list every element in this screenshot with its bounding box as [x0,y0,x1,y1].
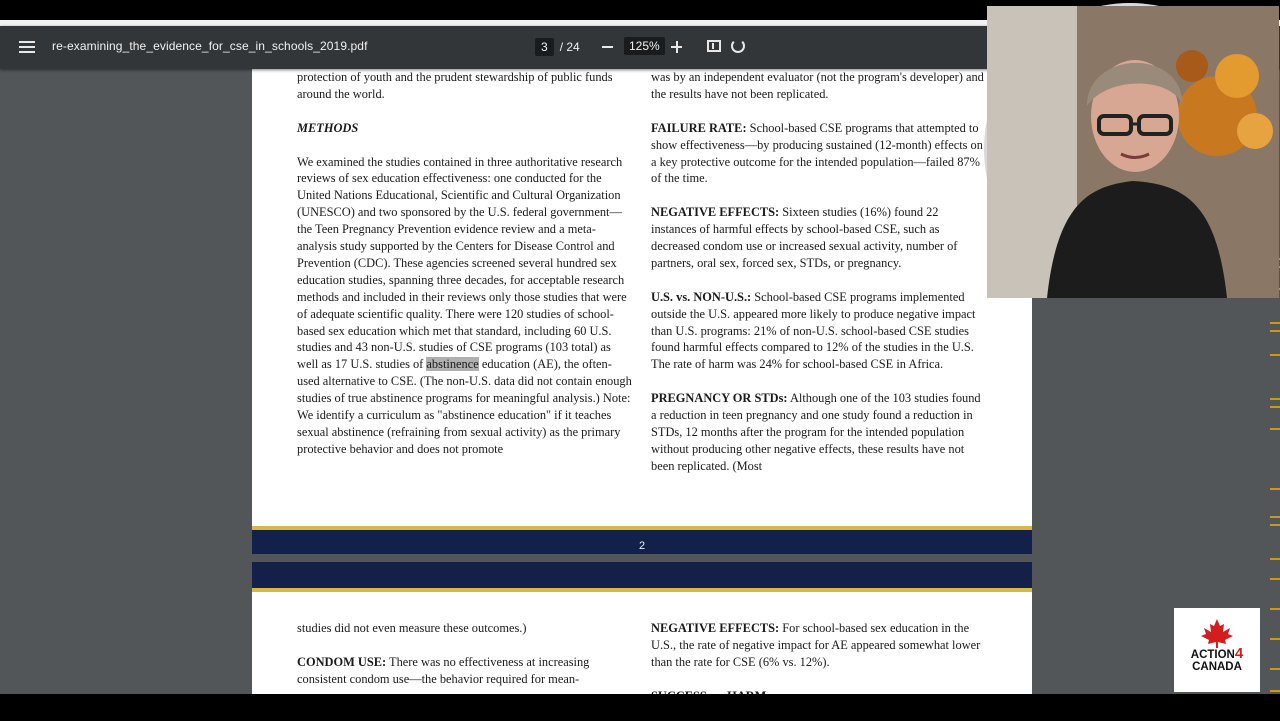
paragraph-text: For school-based sex education in the U.S., the rate of negative impact for AE appeared somewhat lower than the rate for CSE (6% vs. 12%). [651,621,981,669]
current-page-input[interactable]: 3 [535,38,554,56]
finding-paragraph [297,654,633,688]
section-heading: METHODS [297,120,359,135]
paragraph [297,620,633,637]
presenter-video-icon [987,6,1279,298]
paragraph-text: There was no effectiveness at increasing consistent condom use—the behavior required for mean- [297,654,590,686]
logo-text [1174,645,1260,673]
pdf-page [252,69,1032,527]
paragraph-text: School-based CSE programs that attempted to show effectiveness—by producing sustained (12-month) effects on a key protective outcome for the intended population—failed 87% of the time. [651,120,983,186]
rotate-icon[interactable] [731,39,745,53]
zoom-level-input[interactable]: 125% [624,37,665,55]
paragraph-text: We examined the studies contained in three authoritative research reviews of sex education effectiveness: one conducted for the United Nations Educational, Scientific and Cultural Organization (UNESCO) and two sponsored by the U.S. federal government—the Teen Pregnancy Prevention evidence review and a meta-analysis study supported by the Centers for Disease Control and Prevention (CDC). These agencies screened several hundred sex education studies, spanning three decades, for acceptable research methods and included in their reviews only those studies that were of adequate scientific quality. There were 120 studies of school-based sex education which met that standard, including 60 U.S. studies and 43 non-U.S. studies of CSE programs (103 total) as well as 17 U.S. studies of [297,154,627,372]
paragraph [297,154,633,458]
action4canada-logo [1174,608,1260,692]
page-header-band [252,562,1032,588]
zoom-in-icon[interactable] [670,36,684,56]
fit-to-page-icon[interactable] [707,40,721,52]
finding-heading: PREGNANCY OR STDs: [651,391,788,406]
maple-leaf-icon [1200,618,1234,648]
document-title: re-examining_the_evidence_for_cse_in_schools_2019.pdf [52,39,368,53]
page-indicator [535,38,580,56]
webcam-overlay [984,3,1276,295]
scrollbar-search-markers[interactable] [1270,258,1280,698]
page-left-column [297,620,633,705]
paragraph-text: was by an independent evaluator (not the program's developer) and the results have not been replicated. [651,70,984,101]
logo-word-canada: CANADA [1192,661,1242,673]
paragraph: protection of youth and the prudent stewardship of public funds around the world. [297,70,613,101]
finding-heading: CONDOM USE: [297,654,387,669]
paragraph-text: Although one of the 103 studies found a reduction in teen pregnancy and one study found a reduction in STDs, 12 months after the program for the intended population without producing other negative effects, these results have not been replicated. (Most [651,391,981,473]
finding-paragraph [651,204,987,272]
finding-paragraph [651,289,987,374]
page-left-column [297,69,633,458]
finding-paragraph [651,120,987,188]
finding-heading: NEGATIVE EFFECTS: [651,621,780,635]
video-letterbox-bottom [0,694,1280,720]
finding-heading: NEGATIVE EFFECTS: [651,205,780,220]
paragraph-text: education (AE), the often-used alternative to CSE. (The non-U.S. data did not contain enough studies of true abstinence programs for meaningful analysis.) Note: We identify a curriculum as "abstinence education" if it teaches sexual abstinence (refraining from sexual activity) as the primary protective behavior and does not promote [297,357,632,456]
finding-paragraph [651,620,987,671]
page-right-column [651,69,987,492]
total-pages: / 24 [559,40,580,54]
finding-heading: FAILURE RATE: [651,120,747,135]
logo-number: 4 [1234,645,1244,662]
paragraph [651,69,987,103]
paragraph-text: Sixteen studies (16%) found 22 instances of harmful effects by school-based CSE, such as decreased condom use or increased sexual activity, number of partners, oral sex, forced sex, STDs, or pregnancy. [651,205,958,270]
finding-paragraph [651,390,987,475]
logo-word-action: ACTION [1190,649,1235,661]
finding-heading: U.S. vs. NON-U.S.: [651,289,752,304]
zoom-out-icon[interactable] [601,36,615,56]
paragraph-text: studies did not even measure these outcomes.) [297,621,527,635]
paragraph-text: School-based CSE programs implemented outside the U.S. appeared more likely to produce negative impact than U.S. programs: 21% of non-U.S. school-based CSE studies found harmful effects compared to 12% of the studies in the U.S. The rate of harm was 24% for school-based CSE in Africa. [651,289,976,372]
search-highlight: abstinence [426,357,479,372]
menu-icon[interactable] [19,41,35,53]
pdf-page [252,592,1032,702]
page-number: 2 [638,540,646,552]
